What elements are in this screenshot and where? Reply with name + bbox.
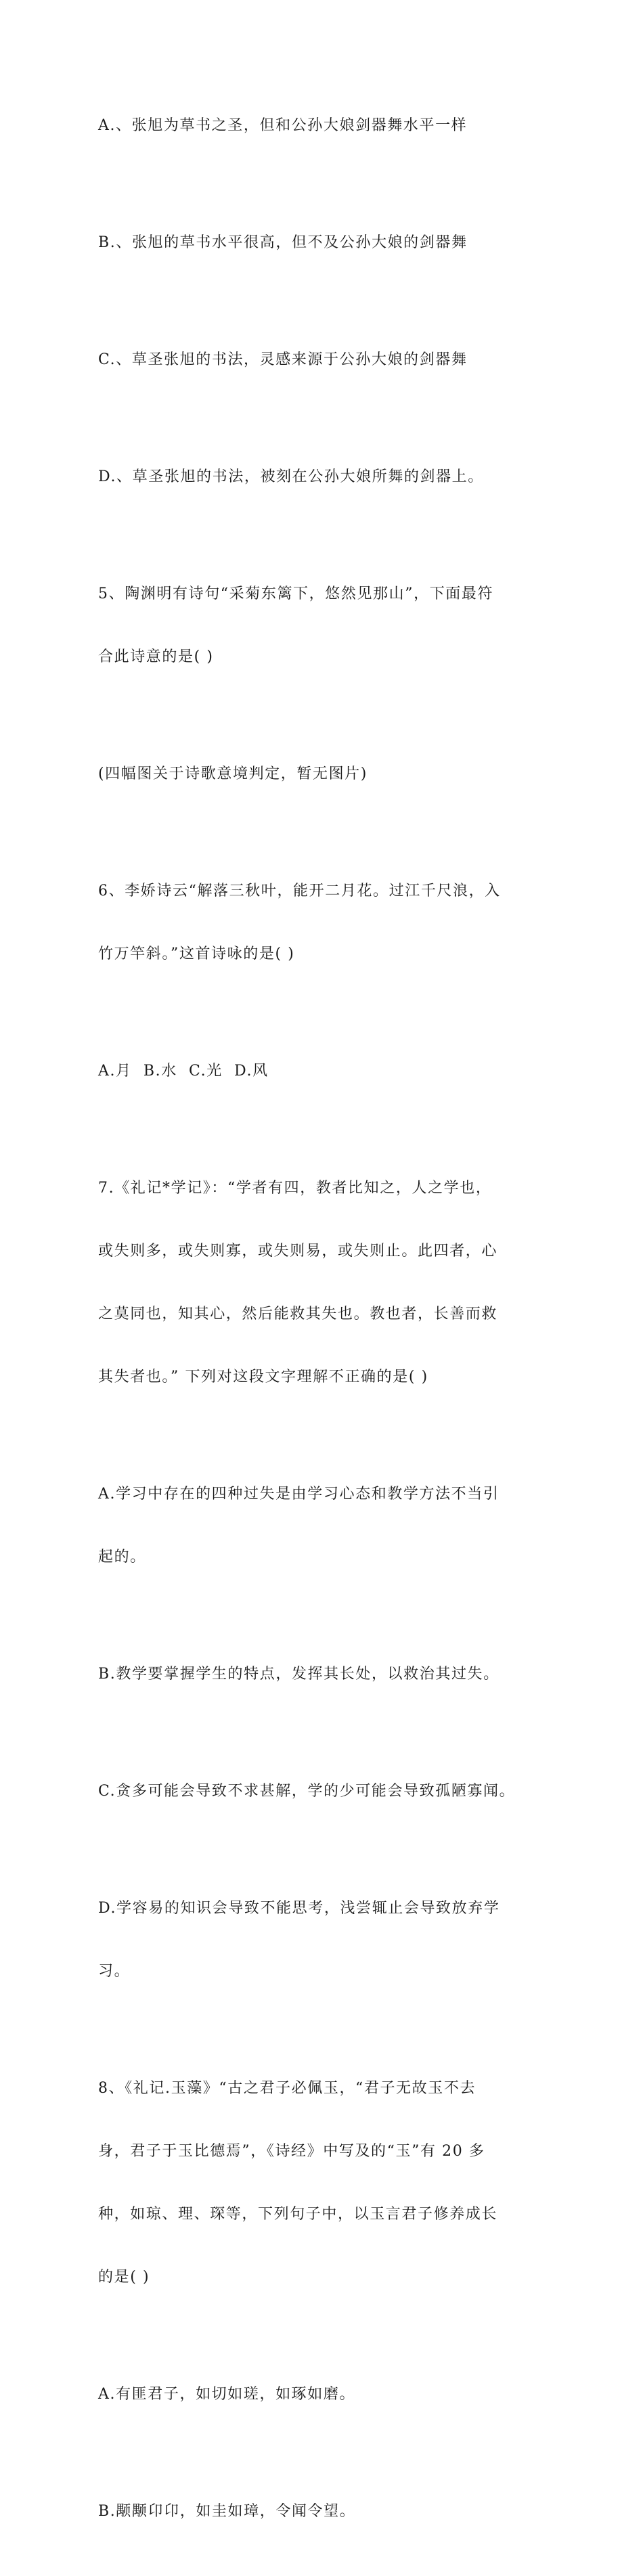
- text-line: A.月 B.水 C.光 D.风: [98, 1063, 269, 1080]
- text-line: 起的。: [98, 1549, 146, 1565]
- option-c-zhangxu: [98, 307, 572, 412]
- question-7-option-b: [98, 1622, 572, 1727]
- question-5-image-note: [98, 721, 572, 826]
- text-line: D.、草圣张旭的书法，被刻在公孙大娘所舞的剑器上。: [98, 468, 484, 485]
- text-line: (四幅图关于诗歌意境判定，暂无图片): [98, 765, 368, 782]
- text-line: 6、李娇诗云“解落三秋叶，能开二月花。过江千尺浪，入: [98, 883, 501, 900]
- text-line: 身，君子于玉比德焉”，《诗经》中写及的“玉”有 20 多: [98, 2143, 485, 2160]
- text-line: 习。: [98, 1963, 131, 1980]
- question-6: [98, 839, 572, 1006]
- question-8-option-b: [98, 2459, 572, 2564]
- text-line: 的是( ): [98, 2269, 150, 2286]
- text-line: 种，如琼、理、琛等，下列句子中，以玉言君子修养成长: [98, 2206, 498, 2223]
- question-5: [98, 541, 572, 709]
- question-7-option-a: [98, 1442, 572, 1609]
- text-line: 5、陶渊明有诗句“采菊东篱下，悠然见那山”，下面最符: [98, 585, 494, 602]
- option-a-zhangxu: [98, 73, 572, 178]
- text-line: A.有匪君子，如切如瑳，如琢如磨。: [98, 2386, 356, 2403]
- text-line: D.学容易的知识会导致不能思考，浅尝辄止会导致放弃学: [98, 1900, 500, 1917]
- text-line: A.、张旭为草书之圣，但和公孙大娘剑器舞水平一样: [98, 117, 468, 134]
- question-8: [98, 2036, 572, 2330]
- text-line: B.、张旭的草书水平很高，但不及公孙大娘的剑器舞: [98, 234, 468, 251]
- option-d-zhangxu: [98, 424, 572, 529]
- text-line: 7.《礼记*学记》：“学者有四，教者比知之，人之学也，: [98, 1180, 492, 1197]
- text-line: 或失则多，或失则寡，或失则易，或失则止。此四者，心: [98, 1243, 498, 1260]
- text-line: 合此诗意的是( ): [98, 648, 214, 665]
- question-7: [98, 1136, 572, 1429]
- document-page: [98, 73, 572, 2576]
- text-line: A.学习中存在的四种过失是由学习心态和教学方法不当引: [98, 1486, 500, 1503]
- text-line: 其失者也。” 下列对这段文字理解不正确的是( ): [98, 1369, 428, 1385]
- text-line: 8、《礼记.玉藻》“古之君子必佩玉，“君子无故玉不去: [98, 2080, 476, 2097]
- option-b-zhangxu: [98, 190, 572, 295]
- question-7-option-d: [98, 1856, 572, 2024]
- text-line: B.颙颙卬卬，如圭如璋，令闻令望。: [98, 2503, 356, 2520]
- question-7-option-c: [98, 1739, 572, 1844]
- question-6-options: [98, 1019, 572, 1124]
- text-line: B.教学要掌握学生的特点，发挥其长处，以救治其过失。: [98, 1666, 500, 1683]
- question-8-option-a: [98, 2342, 572, 2447]
- text-line: 之莫同也，知其心，然后能救其失也。教也者，长善而救: [98, 1306, 498, 1323]
- text-line: C.贪多可能会导致不求甚解，学的少可能会导致孤陋寡闻。: [98, 1783, 516, 1800]
- text-line: C.、草圣张旭的书法，灵感来源于公孙大娘的剑器舞: [98, 351, 468, 368]
- text-line: 竹万竿斜。”这首诗咏的是( ): [98, 946, 295, 962]
